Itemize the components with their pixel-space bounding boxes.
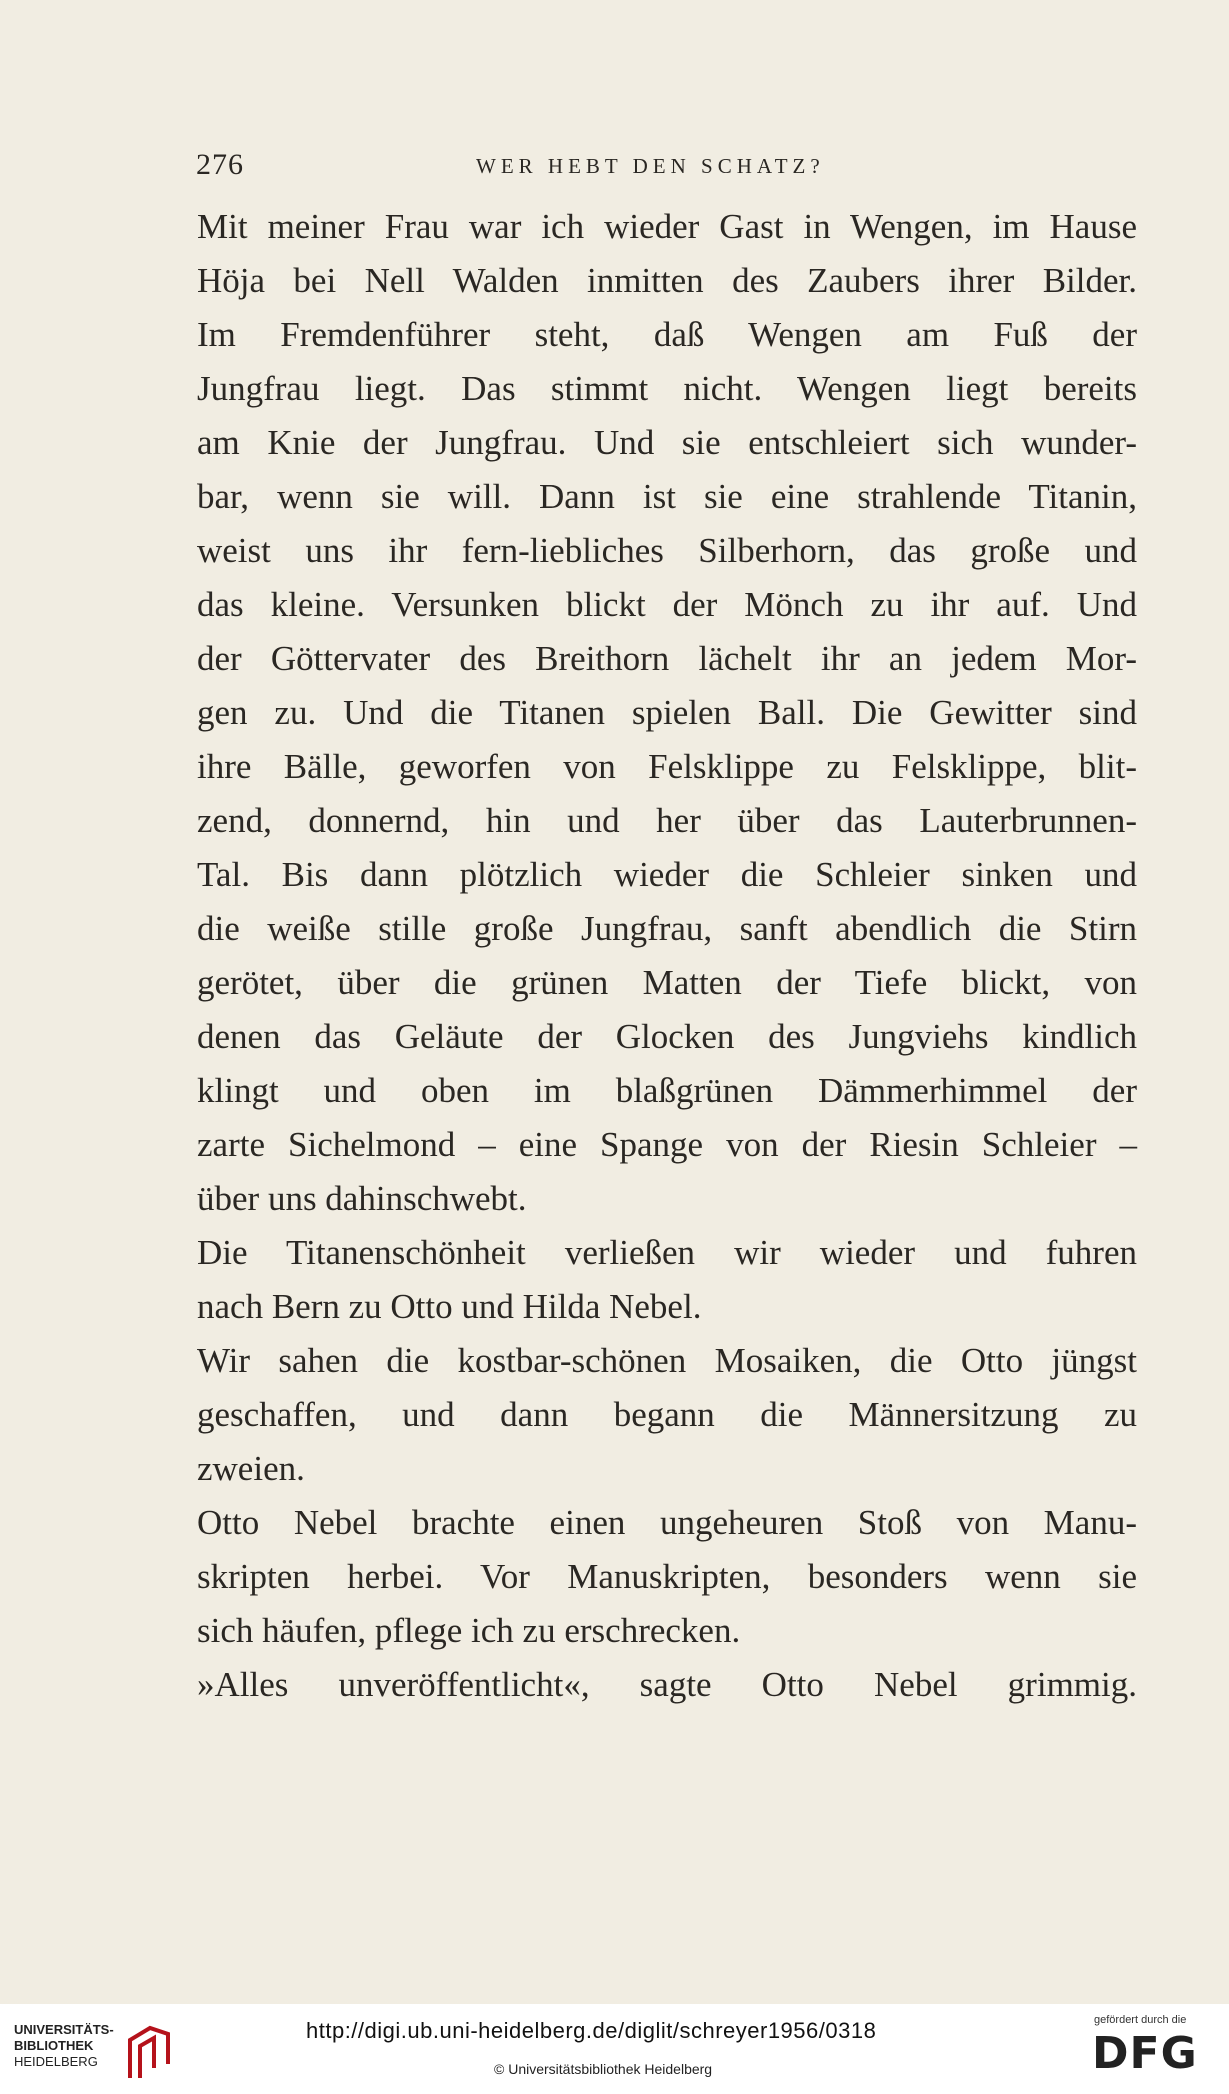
- text-line: ihre Bälle, geworfen von Felsklippe zu Felsklippe, blit-: [197, 747, 1137, 786]
- body-text: [197, 200, 1137, 1712]
- library-line: UNIVERSITÄTS-: [14, 2022, 114, 2037]
- footer-bar: [0, 2004, 1229, 2094]
- text-line: das kleine. Versunken blickt der Mönch zu ihr auf. Und: [197, 585, 1137, 624]
- text-line: zweien.: [197, 1449, 305, 1488]
- library-name: [14, 2022, 114, 2070]
- text-line: der Göttervater des Breithorn lächelt ihr an jedem Mor-: [197, 639, 1137, 678]
- running-head: [196, 148, 1136, 188]
- text-line: weist uns ihr fern-liebliches Silberhorn, das große und: [197, 531, 1137, 570]
- text-line: zend, donnernd, hin und her über das Lauterbrunnen-: [197, 801, 1137, 840]
- copyright-notice: © Universitätsbibliothek Heidelberg: [494, 2061, 713, 2077]
- text-line: die weiße stille große Jungfrau, sanft abendlich die Stirn: [197, 909, 1137, 948]
- text-line: klingt und oben im blaßgrünen Dämmerhimmel der: [197, 1071, 1137, 1110]
- dfg-logo[interactable]: [1090, 2014, 1220, 2086]
- text-line: nach Bern zu Otto und Hilda Nebel.: [197, 1287, 702, 1326]
- text-line: Im Fremdenführer steht, daß Wengen am Fuß der: [197, 315, 1137, 354]
- text-line: Tal. Bis dann plötzlich wieder die Schleier sinken und: [197, 855, 1137, 894]
- text-line: skripten herbei. Vor Manuskripten, besonders wenn sie: [197, 1557, 1137, 1596]
- dfg-wordmark: DFG: [1092, 2028, 1198, 2079]
- text-line: Höja bei Nell Walden inmitten des Zaubers ihrer Bilder.: [197, 261, 1137, 300]
- text-line: gen zu. Und die Titanen spielen Ball. Die Gewitter sind: [197, 693, 1137, 732]
- text-line: Wir sahen die kostbar-schönen Mosaiken, die Otto jüngst: [197, 1341, 1137, 1380]
- source-url-link[interactable]: http://digi.ub.uni-heidelberg.de/diglit/schreyer1956/0318: [306, 2018, 877, 2043]
- text-line: »Alles unveröffentlicht«, sagte Otto Nebel grimmig.: [197, 1665, 1137, 1704]
- page-number: 276: [196, 148, 244, 181]
- text-line: gerötet, über die grünen Matten der Tiefe blickt, von: [197, 963, 1137, 1002]
- text-line: Otto Nebel brachte einen ungeheuren Stoß von Manu-: [197, 1503, 1137, 1542]
- library-logo[interactable]: [14, 2022, 174, 2082]
- library-mark-icon: [126, 2024, 172, 2080]
- text-line: Jungfrau liegt. Das stimmt nicht. Wengen liegt bereits: [197, 369, 1137, 408]
- running-title: WER HEBT DEN SCHATZ?: [476, 154, 825, 178]
- text-line: Die Titanenschönheit verließen wir wieder und fuhren: [197, 1233, 1137, 1272]
- text-line: bar, wenn sie will. Dann ist sie eine strahlende Titanin,: [197, 477, 1137, 516]
- text-line: zarte Sichelmond – eine Spange von der Riesin Schleier –: [197, 1125, 1137, 1164]
- text-line: denen das Geläute der Glocken des Jungviehs kindlich: [197, 1017, 1137, 1056]
- text-line: über uns dahinschwebt.: [197, 1179, 527, 1218]
- text-line: sich häufen, pflege ich zu erschrecken.: [197, 1611, 741, 1650]
- library-line: HEIDELBERG: [14, 2054, 98, 2069]
- text-line: geschaffen, und dann begann die Männersitzung zu: [197, 1395, 1137, 1434]
- text-line: Mit meiner Frau war ich wieder Gast in Wengen, im Hause: [197, 207, 1137, 246]
- text-line: am Knie der Jungfrau. Und sie entschleiert sich wunder-: [197, 423, 1137, 462]
- library-line: BIBLIOTHEK: [14, 2038, 94, 2053]
- dfg-caption: gefördert durch die: [1094, 2014, 1187, 2026]
